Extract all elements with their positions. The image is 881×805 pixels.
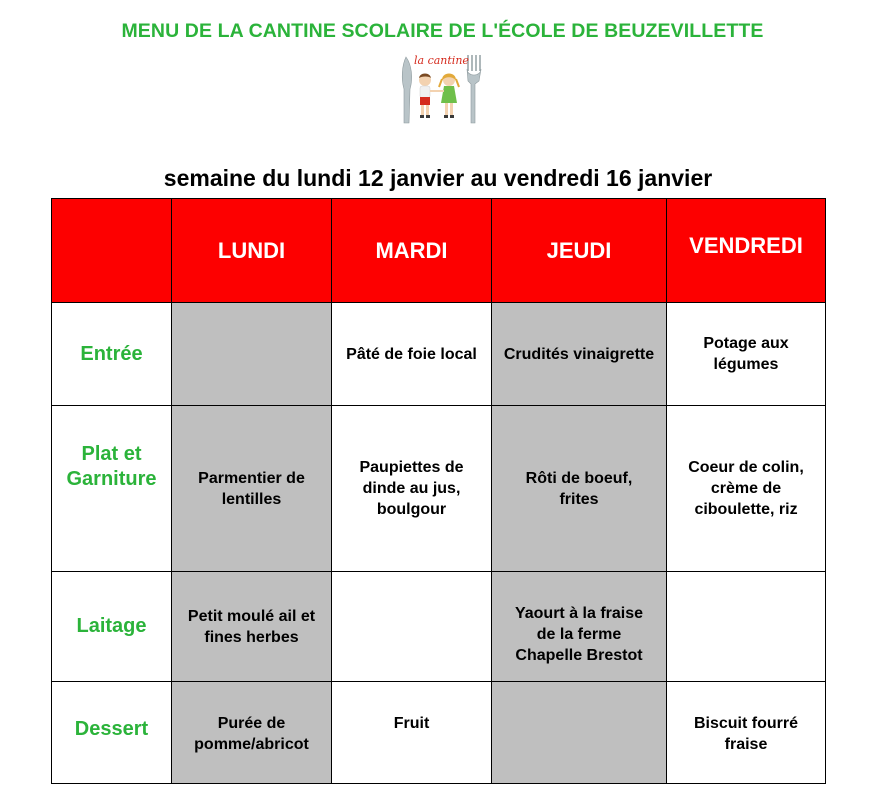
- menu-cell: [332, 572, 492, 682]
- la-cantine-logo: la cantine: [392, 51, 484, 127]
- menu-cell: Paupiettes de dinde au jus, boulgour: [332, 406, 492, 572]
- menu-cell: Crudités vinaigrette: [492, 303, 667, 406]
- menu-title: MENU DE LA CANTINE SCOLAIRE DE L'ÉCOLE DE BEUZEVILLETTE: [121, 20, 764, 42]
- menu-cell: Fruit: [332, 682, 492, 784]
- menu-cell: Rôti de boeuf, frites: [492, 406, 667, 572]
- row-label-entree: Entrée: [52, 303, 172, 406]
- week-heading: semaine du lundi 12 janvier au vendredi 16 janvier: [163, 165, 713, 191]
- menu-table: [51, 198, 826, 784]
- menu-cell: Pâté de foie local: [332, 303, 492, 406]
- header-corner-cell: [52, 199, 172, 303]
- table-row-entree: [52, 303, 826, 406]
- menu-cell: Yaourt à la fraise de la ferme Chapelle Brestot: [492, 572, 667, 682]
- menu-cell: Potage aux légumes: [667, 303, 826, 406]
- row-label-laitage: Laitage: [52, 572, 172, 682]
- table-row-plat: [52, 406, 826, 572]
- header-day-jeudi: JEUDI: [492, 199, 667, 303]
- table-row-laitage: [52, 572, 826, 682]
- row-label-dessert: Dessert: [52, 682, 172, 784]
- menu-cell: Parmentier de lentilles: [172, 406, 332, 572]
- menu-cell: [172, 303, 332, 406]
- header-day-vendredi: VENDREDI: [667, 199, 826, 303]
- menu-cell: [667, 572, 826, 682]
- header-day-lundi: LUNDI: [172, 199, 332, 303]
- menu-cell: [492, 682, 667, 784]
- menu-cell: Biscuit fourré fraise: [667, 682, 826, 784]
- header-day-mardi: MARDI: [332, 199, 492, 303]
- table-row-dessert: [52, 682, 826, 784]
- menu-cell: Purée de pomme/abricot: [172, 682, 332, 784]
- row-label-plat: Plat et Garniture: [52, 406, 172, 572]
- menu-cell: Coeur de colin, crème de ciboulette, riz: [667, 406, 826, 572]
- table-header-row: [52, 199, 826, 303]
- menu-cell: Petit moulé ail et fines herbes: [172, 572, 332, 682]
